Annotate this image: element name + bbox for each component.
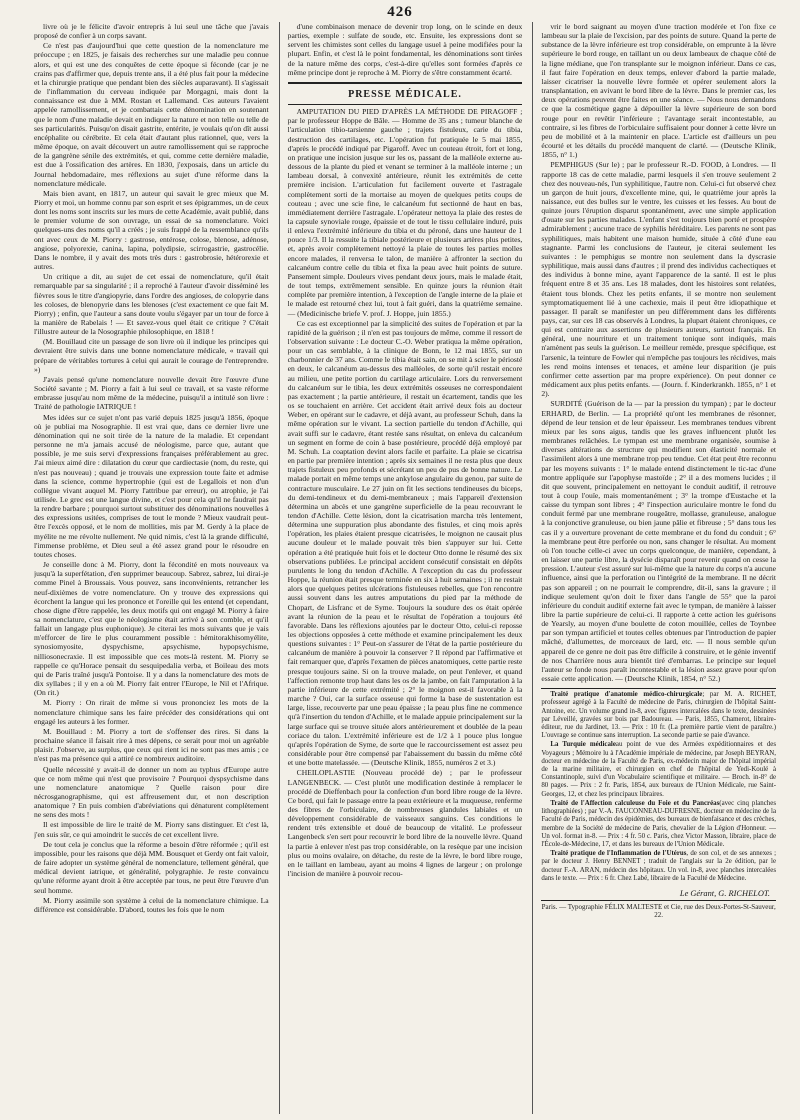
paragraph: M. Piorry : On rirait de même si vous prononciez les mots de la nomenclature chimique sans les faire précéder des considérations qui ont engagé les auteurs à les former. bbox=[34, 698, 269, 726]
column-2-intro bbox=[288, 22, 523, 77]
imprint: Paris. — Typographie FÉLIX MALTESTE et Cie, rue des Deux-Portes-St-Sauveur, 22. bbox=[541, 900, 776, 919]
article-paragraph: AMPUTATION DU PIED D'APRÈS LA MÉTHODE DE PIRAGOFF ; par le professeur Hoppe de Bâle. — Homme de 35 ans ; tumeur blanche de l'articulation tibio-tarsienne gauche ; trajets fistuleux, carie du tibia, destruction des cartilages, etc. L'opération fut pratiquée le 5 mai 1855, d'après le procédé indiqué par Pigaroff. Avec un couteau étroit, fort et long, on pratique une incision jusque sur les os, passant de la malléole externe au-dessous de la plante du pied et venant se terminer à la malléole interne ; un lambeau dorsal, à convexité antérieure, réunit les extrémités de cette première incision. L'articulation fut facilement ouverte et l'astragale complètement sorti de la mortaise au moyen de quelques petits coups de couteau ; avec une scie fine, le calcanéum fut sectionné de haut en bas, immédiatement derrière l'astragale. L'opérateur nettoya la plaie des restes de la capsule synoviale rouge, épaissie et de tout le tissu cellulaire induré, puis il enleva l'extrémité inférieure du tibia et du péroné, dans une hauteur de 1 pouce 1/3. Il la ressuite la tibiale postérieure et plusieurs artères plus petites, et, après avoir complètement nettoyé la plaie de toutes les parties molles encore malades, il renversa le talon, de manière à affronter la section du calcanéum contre celle du tibia et fixa la peau avec huit points de suture. Pansement simple. Douleurs vives pendant deux jours, mais le malade était, de tout temps, extrêmement sensible. En quinze jours la réunion était complète par première intention, à l'exception de l'angle interne de la plaie et le malade est retourné chez lui, tout à fait guéri, dans la quatrième semaine. — (Medicinische briefe V. prof. J. Hoppe, juin 1855.) bbox=[287, 107, 523, 318]
advertisement bbox=[541, 850, 776, 883]
paragraph: Mais bien avant, en 1817, un auteur qui savait le grec mieux que M. Piorry et moi, un homme connu par son esprit et ses épigrammes, un de ceux dont les noms sont inscrits sur les murs de cette Académie, avait publié, dans le premier volume de son ouvrage, un essai de sa nomenclature. Voici quelques-uns des noms qu'il a créés ; je suis frappé de la ressemblance qu'ils ont avec ceux de M. Piorry : gastrose, entérose, colose, blenose, adénose, angiose, polyorexie, canina, lapina, polydipsie, scirrogastrie, gastrocélie. Dans le nombre, il y avait des mots très durs : gastrobrosie, hétérorexie et autres. bbox=[34, 188, 269, 272]
paragraph: livre où je le félicite d'avoir entrepris à lui seul une tâche que j'avais proposé de confier à un corps savant. bbox=[34, 22, 269, 41]
column-1 bbox=[34, 22, 269, 1114]
article-paragraph: Ce cas est exceptionnel par la simplicité des suites de l'opération et par la rapidité de la guérison ; il n'en est pas toujours de même, comme il ressort de l'observation suivante : Le docteur C.-O. Weber pratiqua la même opération, pour un cas semblable, à la clinique de Bonn, le 12 mai 1855, sur un charbonnier de 37 ans. Comme le tibia était sain, on se mit à scier le périosté en deux, le calcanéum au-dessus des malléoles, de sorte qu'il restait encore au milieu, une petite portion du cartilage articulaire. Lors du renversement du calcanéum sur le tibia, les deux extrémités osseuses ne correspondaient pas exactement ; la partie antérieure, il restait un écartement, tandis que les os se touchaient en arrière. Cet accident était arrivé deux fois au docteur Weber, en opérant sur le cadavre, et déjà avant, au professeur Schuh, dans la même opération sur le vivant. La section partielle du tendon d'Achille, qui avait suffi sur le cadavre, étant restée sans résultat, on enleva du calcanéum un segment en forme de coin à base postérieure, procédé déjà employé par M. Schuh. La coaptation devint alors facile et parfaite. La plaie se cicatrisa en partie par première intention ; après six semaines il ne resta plus que deux trajets fistuleux peu profonds et sécrétant un peu de pus de bonne nature. Le malade portait en même temps une ankylose angulaire du genou, par suite de contracture musculaire. Le 27 juin on fit les sections tendineuses du biceps, du demi-tendineux et du demi-membraneux ; mais l'appareil d'extension détermina un abcès et une gangrène superficielle de la peau recouvrant le tendon d'Achille. Cette lésion, dont la cicatrisation marcha très lentement, détermina une suppuration plus abondante des fistules, et cinq mois après l'opération, les plaies étaient presque cicatrisées, le moignon ne causait plus aucune douleur et le malade pouvait très bien s'appuyer sur lui. Cette opération a été pratiquée huit fois et le docteur Otto donne le résumé des six observations publiées. Le principal accident consécutif consistait en dépôts purulents le long du tendon d'Achille. A l'exception du cas du professeur Hoppe, la réunion était presque terminée en six à huit semaines ; il ne restait alors que quelques petites ulcérations fistuleuses rebelles, que l'on rencontre aussi souvent dans les autres amputations du pied par la méthode de Chopart, de Lisfranc et de Syme. Toujours la soudure des os était opérée avant la réunion de la peau et le résultat de l'opération a toujours été favorable. Dans les réflexions ajoutées par le docteur Otto, celui-ci reposse les objections opposées à cette méthode et examine principalement les deux questions suivantes : 1° Peut-on s'assurer de l'état de la partie postérieure du calcanéum de manière à pouvoir la conserver ? Il répond par l'affirmative et fait remarquer que, d'après l'examen de pièces anatomiques, cette partie reste presque toujours saine. Si on la trouve malade, on peut l'enlever, et quand l'affection remonte trop haut dans les os de la jambe, on fait l'amputation à la partie inférieure de cette extrémité ; 2° le moignon est-il favorable à la marche ? Oui, car la surface osseuse qui forme la base de sustentation est large, lisse, recouverte par une peau épaisse ; la peau plus fine ne commence qu'à l'insertion du tendon d'Achille, et le malade appuie principalement sur la large surface qui se trouve située alors antérieurement et doublée de la peau coriace du talon. L'extrémité inférieure est de 1/2 à 1 pouce plus longue qu'après l'opération de Syme, de sorte que le raccourcissement est assez peu considérable pour être compensé par l'abaissement du bassin du même côté et une botte matelassée. — (Deutsche Klinik, 1855, numéros 2 et 3.) bbox=[287, 318, 523, 768]
paragraph: M. Piorry assimile son système à celui de la nomenclature chimique. La différence est considérable. D'abord, toutes les fois que le nom bbox=[34, 895, 269, 914]
article-paragraph: PEMPHIGUS (Sur le) ; par le professeur R.-D. FOOD, à Londres. — Il rapporte 18 cas de cette maladie, parmi lesquels il s'en trouve seulement 2 chez des nouveau-nés, l'un syphilitique, l'autre non. Celui-ci fut observé chez un garçon de huit jours, d'excellente mine, qui, le quatrième jour après la naissance, eut des bulles sur le ventre, les cuisses et les fesses. Au bout de quinze jours l'éruption disparut spontanément, avec une simple application d'ouate sur les parties malades. L'enfant s'est toujours bien porté et prospère admirablement ; aucune trace de syphilis héréditaire. Les parents ne sont pas syphilitiques, mais habitent une maison humide, située à côté d'une eau stagnante. Parmi les conclusions de l'auteur, je citerai seulement les suivantes : le pemphigus se montre non seulement dans la dyscrasie syphilitique, mais aussi dans d'autres ; il prend des individus cachectiques et des individus à bonne mine, ayant l'apparence de la santé. Il est le plus fréquent entre 8 et 35 ans. Les 18 malades, dont les histoires sont relatées, étaient tous blonds. Chez les petits enfants, il se montre non seulement symptomatiquement lié à une cachexie, mais il peut être idiopathique et passager. Il paraît se manifester un peu différemment dans les différents pays, car, sur ces 18 cas observés à Londres, la plupart étaient chroniques, ce qui est contraire aux assertions de plusieurs auteurs, surtout français. En général, une nourriture et un traitement tonique sont indiqués, mais n'amènent pas seuls la guérison. Le meilleur remède, presque spécifique, est l'arsenic, la teinture de Fowler qui n'empêche pas toujours les récidives, mais les rend moins intenses et tenaces, et amène leur disparition (je puis confirmer cette assertion par ma propre expérience). On peut donner ce médicament aux plus petits enfants. — (Journ. f. Kinderkrankh. 1855, n° 1 et 2). bbox=[541, 160, 777, 399]
paragraph: Il est impossible de lire le traité de M. Piorry sans distinguer. Et c'est là, j'en suis sûr, ce qui amoindrit le succès de cet excellent livre. bbox=[34, 820, 269, 839]
advertisement-text: au point de vue des Armées expéditionnaires et des Voyageurs ; Mémoire lu à l'Académie impériale de médecine, par Joseph BEYRAN, docteur en médecine de la Faculté de Paris, ex-médecin major de l'hôpital impérial de la marine militaire, et chirurgien en chef de l'hôpital de Yedi-Koulé à Constantinople, suivi d'un Vocabulaire scientifique et militaire. — Broch. in-8° de 80 pages. — Prix : 2 fr. Paris, 1854, aux bureaux de l'Union Médicale, rue Saint-Georges, 12, et chez les principaux libraires. bbox=[541, 741, 777, 798]
page-number: 426 bbox=[387, 4, 413, 20]
advertisement-title: Traité pratique d'anatomie médico-chirurgicale bbox=[550, 691, 703, 699]
advertisement-text: , de son col, et de ses annexes ; par le docteur J. Henry BENNET ; traduit de l'anglais sur la 2e édition, par le docteur F.-A. ARAN, médecin des hôpitaux. Un vol. in-8, avec planches intercalées dans le texte. — Prix : 6 fr. Chez Labé, libraire de la Faculté de Médecine. bbox=[541, 850, 777, 882]
advertisements bbox=[541, 691, 776, 883]
paragraph: M. Bouillaud : M. Piorry a tort de s'offenser des rires. Si dans la prochaine séance il faisait rire à mes dépens, ce serait pour moi un agréable plaisir. J'observe, au surplus, que ceux qui rient ici ne sont pas mes amis ; ce n'est pas ma présence qui a attiré ce nombreux auditoire. bbox=[34, 726, 269, 764]
column-3-text bbox=[541, 22, 776, 683]
paragraph: Mes idées sur ce sujet n'ont pas varié depuis 1825 jusqu'à 1856, époque où je publiai ma Nosographie. Il est vrai que, dans ce dernier livre une dénomination qui ne soit tirée de la nature de la maladie. Et cependant personne ne m'a jamais accusé de néologisme, parce que, autant que possible, je me suis servi d'expressions françaises préférablement au grec. J'ai mieux aimé dire : dilatation du cœur que cardiectasie (nom, du reste, qui n'est pas nouveau) ; quand je trouvais une expression toute faite et admise dans la science, comme hypertrophie (qui est de Legallois et non d'un collègue vivant auquel M. Piorry l'attribue par erreur), ou atrophie, je l'ai utilisée. Le grec est une langue divine, et c'est pour cela qu'il ne faudrait pas la rendre barbare ; pourquoi surtout substituer des dénominations nouvelles à des expressions usitées, comprises de tout le monde ? Mieux vaudrait peut-être l'excès opposé, et le nom de mollities, mis par M. Gerdy à la place de myélite ne me révolte nullement. Ne quid nimis, c'est là la grande difficulté, l'immense problème, et Dieu seul a été assez grand pour le résoudre en toutes choses. bbox=[34, 412, 269, 559]
advertisement-text: ; par M. A. RICHET, professeur agrégé à la Faculté de médecine de Paris, chirurgien de l'hôpital Saint-Antoine, etc. Un volume grand in-8, avec figures intercalées dans le texte, dessinées par Léveillé, gravées sur bois par Badoureau. — Paris, 1855, Chamerot, libraire-éditeur, rue du Jardinet, 13. — Prix : 10 fr. (La première partie vient de paraître.) L'ouvrage se continue sans interruption. La seconde partie se paie d'avance. bbox=[541, 691, 777, 740]
advertisement-title: La Turquie médicale bbox=[550, 741, 616, 749]
ads-divider bbox=[541, 688, 776, 689]
columns bbox=[34, 22, 776, 1114]
section-title: PRESSE MÉDICALE. bbox=[348, 88, 462, 100]
column-3 bbox=[532, 22, 776, 1114]
paragraph: Un critique a dit, au sujet de cet essai de nomenclature, qu'il était remarquable par sa singularité ; il a reproché à l'auteur d'avoir disséminé les fièvres sous le titre d'angiopyrie, dans l'ordre des angioses, de colopyrie dans les coloses, de blenopyrie dans les blenoses (c'est exactement ce que fait M. Piorry) ; enfin, que l'auteur a sans doute voulu s'égayer par un tour de force à la manière de Rabelais ! — Et savez-vous quel était ce critique ? C'était l'illustre auteur de la Nosographie philosophique, en 1818 ! bbox=[34, 272, 269, 337]
advertisement-title: Traité de l'Affection calculeuse du Foie et du Pancréas bbox=[550, 799, 720, 807]
signature: Le Gérant, G. RICHELOT. bbox=[679, 888, 771, 898]
article-paragraph: SURDITÉ (Guérison de la — par la pression du tympan) ; par le docteur ERHARD, de Berlin. — La propriété qu'ont les membranes de résonner, dépend de leur tension et de leur épaisseur. Les membranes tendues vibrent mieux par les sons aigus, tandis que les graves influencent plutôt les membranes relâchées. Le tympan est une membrane organisée, soumise à diverses altérations de structure qui modifient son élasticité normale et l'assimilent alors à une membrane trop peu tendue. Cet état peut être reconnu par les moyens suivants : 1° le malade entend distinctement le tic-tac d'une montre appliquée sur l'apophyse mastoïde ; 2° il a des momens lucides ; il dit que souvent, principalement en nettoyant le conduit auditif, il retrouve tout à coup l'ouïe, mais momentanément ; 3° la trompe d'Eustache et la caisse du tympan sont libres ; 4° l'inspection auriculaire montre le fond du conduit fermé par une membrane rougeâtre, mollasse, granuleuse, analogue à la conjonctive granuleuse, ou bien jaune pâlie et fibreuse ; 5° dans tous les cas il y a ouverture provenant de cette membrane et du fond du conduit ; 6° la membrane peut être perforée ou non, sans changer le résultat. Au moment où l'on touche celle-ci avec un corps quelconque, de manière, cependant, à en laisser une partie libre, la dysécie disparaît pour revenir quand on cesse la pression. L'auteur s'est assuré sur lui-même que la nature du corps n'a aucune influence, ainsi que la perforation ou l'intégrité de la membrane. Il ne décrit pas son appareil ; on ne pourrait le comprendre, dit-il, sans la gravure ; il indique seulement qu'on doit le fixer dans l'angle de 55° que la paroi inférieure du conduit auditif externe fait avec le tympan, de manière à laisser libre la partie supérieure de celui-ci. Il rapporte à cette action les guérisons de Yearsly, au moyen d'une boulette de coton mouillée, celles de Toynbee par son tympan artificiel et toutes celles obtenues par l'introduction de papier mâché, d'allumettes, de morceaux de lard, etc. — Il nous semble qu'un appareil de ce genre ne doit pas être difficile à construire, et le génie inventif de nos Charrière nous aura bientôt tiré d'embarras. Le principe sur lequel l'auteur se fonde nous paraît incontestable et la lésion assez grave pour qu'on essaie cette application. — (Deutsche Klinik, 1854, n° 52.) bbox=[541, 399, 777, 684]
advertisement bbox=[541, 800, 776, 849]
section-divider-bottom bbox=[288, 104, 523, 105]
section-divider bbox=[288, 82, 523, 86]
article-paragraph: CHEILOPLASTIE (Nouveau procédé de) ; par le professeur LANGENBECK. — C'est plutôt une modification destinée à remplacer le procédé de Dieffenbach pour la confection d'un bord libre rouge de la lèvre. Ce bord, qui fait le passage entre la peau extérieure et la muqueuse, renferme des fibres de l'orbiculaire, de nombreuses glandules labiales et un développement considérable de vaisseaux sanguins. Ces conditions le rendent très extensible et doué de beaucoup de vitalité. Le professeur Langenbeck s'en sert pour recouvrir le bord libre de la nouvelle lèvre. Quand la partie à enlever n'est pas trop considérable, on la resèque par une incision plus ou moins ovalaire, on détache, du reste de la lèvre, le bord libre rouge, en le taillant en lambeau, ayant au moins 4 lignes de largeur ; on prolonge l'incision de manière à pouvoir recou- bbox=[287, 768, 523, 879]
advertisement-title: Traité pratique de l'Inflammation de l'Utérus bbox=[550, 850, 687, 858]
paragraph: De tout cela je conclus que la réforme a besoin d'être réformée ; qu'il est impossible, pour les raisons que déjà MM. Bousquet et Gerdy ont fait valoir, de faire adopter un système général de nomenclature, tellement général, que médical devient iatrique, et généralité, polygraphie. Je reste convaincu qu'une réforme ayant droit à être acceptée par tous, ne peut être l'œuvre d'un seul homme. bbox=[34, 839, 269, 895]
paragraph: Ce n'est pas d'aujourd'hui que cette question de la nomenclature me préoccupe ; en 1825, je faisais des recherches sur une maladie peu connue alors, et qui est une des conquêtes de cette époque si féconde (car je ne crains pas d'affirmer que, depuis trente ans, il a été plus fait pour la médecine et la chirurgie pratique que pendant bien des siècles auparavant). Il s'agissait de l'inflammation du cerveau indiquée par Morgagni, mais dont la connaissance est due à MM. Rostan et Lallemand. Ces auteurs l'avaient appelée ramollissement, et je combattais cette dénomination en soutenant que le nom d'une maladie devait en indiquer la nature et non telle ou telle de ses particularités. Puisqu'on disait gastrite, entérite, je voulais qu'on dît aussi encéphalite ou cérébrite. Et cela était d'autant plus rationnel, que, vers la même époque, on avait découvert un autre ramollissement qui se rapproche de la gangrène sénile des extrémités, et qui, comme cette dernière maladie, est due à l'ossification des artères. En 1830, j'exposais, dans un article du Journal hebdomadaire, mes réflexions au sujet d'une réforme dans la nomenclature médicale. bbox=[34, 41, 269, 188]
advertisement-text: (avec cinq planches lithographiées) ; par V.-A. FAUCONNEAU-DUFRESNE, docteur en médecine de la Faculté de Paris, médecin des épidémies, des bureaux de bienfaisance et des crèches, membre de la Société de médecine de Paris, chevalier de la Légion d'Honneur. — Un vol. format in-8. — Prix : 4 fr. 50 c. Paris, chez Victor Masson, libraire, place de l'École-de-Médecine, 17, et dans les bureaux de l'Union Médicale. bbox=[541, 799, 777, 848]
advertisement bbox=[541, 741, 776, 798]
paragraph: J'avais pensé qu'une nomenclature nouvelle devait être l'œuvre d'une Société savante ; M. Piorry a fait à lui seul ce travail, et sa vaste réforme embrasse jusqu'au nom même de la médecine, puisqu'il a intitulé son livre : Traité de pathologie IATRIQUE ! bbox=[34, 374, 269, 412]
column-2-articles bbox=[288, 107, 523, 878]
column-2 bbox=[279, 22, 523, 1114]
paragraph: (M. Bouillaud cite un passage de son livre où il indique les principes qui devraient être suivis dans une bonne nomenclature médicale, « travail qui prépare de véritables tortures à celui qui aurait le courage de l'entreprendre. ») bbox=[34, 337, 269, 374]
advertisement bbox=[541, 691, 776, 740]
paragraph: Quelle nécessité y avait-il de donner un nom au typhus d'Europe autre que ce nom même qui n'est que provisoire ? Pourquoi dyspsychisme dans une nomenclature anatomique ? Quelle raison pour dire nécrosganographisme, qui est affreusement dur, et non description anatomique ? En puis combien d'abréviations qui dénaturent complètement ne sens des mots ! bbox=[34, 764, 269, 820]
article-paragraph: vrir le bord saignant au moyen d'une traction modérée et l'on fixe ce lambeau sur la plaie de l'excision, par des points de suture. Quand la perte de substance de la lèvre inférieure est trop considérable, on emprunte à la lèvre supérieure le bord rouge, en taillant un ou deux lambeaux de chaque côté de la ligne médiane, que l'on transplante sur le moignon inférieur. Dans ce cas, il faut faire l'opération en deux temps, enlever d'abord la partie malade, laisser cicatriser la nouvelle lèvre formée et opérer seulement alors la transplantation, en avivant le bord libre de la lèvre. Dans le premier cas, les deux opérations peuvent être faites en une séance. — Nous nous demandons ce que la cosmétique gagne à dépouiller la lèvre supérieure de son bord rouge pour en revêtir l'inférieure ; l'avantage serait incontestable, au contraire, si les fibres de l'orbiculaire suffisaient pour donner à cette lèvre un peu de mobilité et à la maintenir en place. L'article est d'ailleurs un peu écourté et les détails du procédé manquent de clarté. — (Deutsche Klinik, 1855, n° 1.) bbox=[541, 22, 777, 160]
paragraph: Je conseille donc à M. Piorry, dont la fécondité en mots nouveaux va jusqu'à la superfétation, d'en supprimer beaucoup. Sabrez, sabrez, lui dirai-je comme Pinel à Broussais. Vous pouvez, sans inconvénients, retrancher les neuf-dixièmes de votre nomenclature. On y trouve des expressions qui écorchent la langue qui les prononce et l'oreille qui les entend (et cependant, chose digne d'être rappelée, les deux motifs qui ont engagé M. Piorry à faire sa nomenclature, c'est que le néologisme était arrivé à son comble, et qu'il fallait un langage plus euphonique). Je citerai les mots suivants que je vais m'efforcer de lire le plus couramment possible : hémitorakhisomyélite, synosiomyosite, dyspychisme, apsychisme, hypopsychisme, nilliosonecraxie. Il est impossible que ces mots-là restent. M. Piorry se rappelle ce qu'Horace pensait du sesquipedalia verba, et Boileau des mots qui de Paris traîné jusqu'à Pontoise. Il y a dans la nomenclature des mots de dix syllabes ; il y en a où M. Piorry fait entrer l'Europe, le Nil et l'Afrique. (On rit.) bbox=[34, 560, 269, 698]
paragraph: d'une combinaison menace de devenir trop long, on le scinde en deux parties, exemple : sulfate de soude, etc. Ensuite, les expressions dont se servent les chimistes sont celles du langage usuel à peine modifiées pour la plupart. Enfin, et c'est là le point fondamental, les dénominations sont tirées de la nature même des corps, c'est-à-dire qu'elles sont formées d'après ce même principe dont je reproche à M. Piorry de s'être constamment écarté. bbox=[287, 22, 523, 77]
